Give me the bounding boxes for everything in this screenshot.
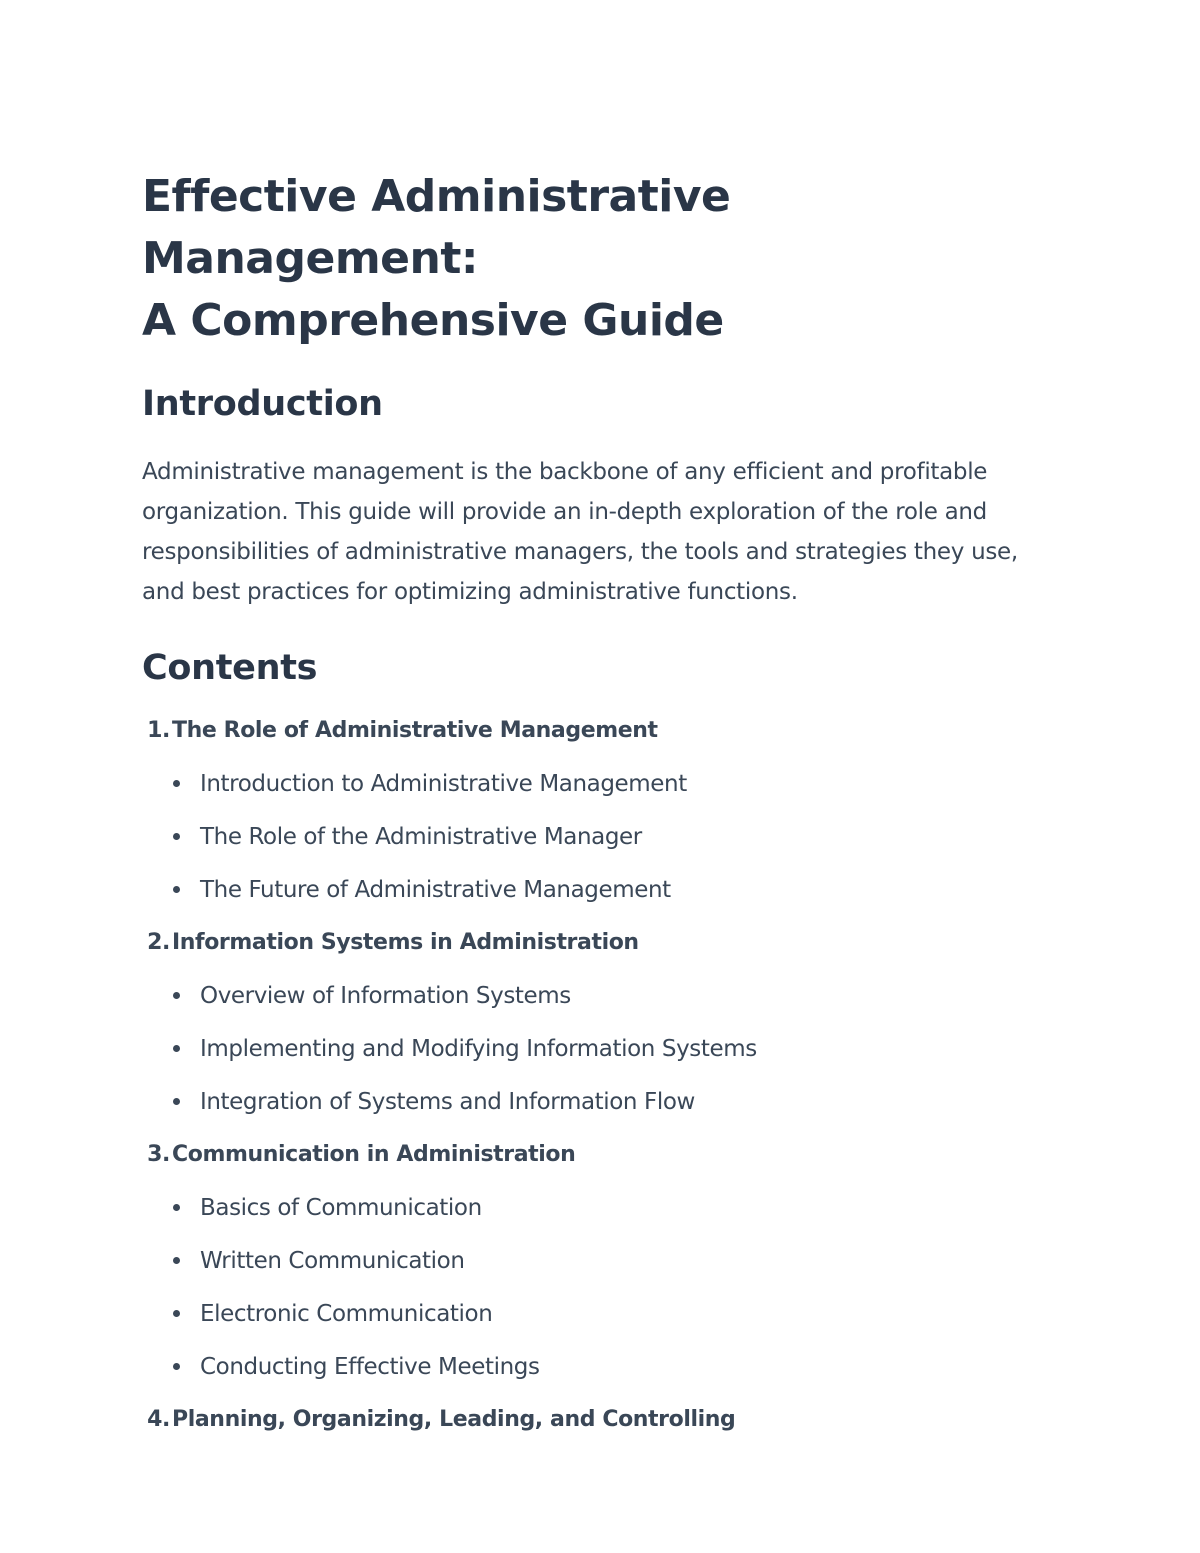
table-of-contents xyxy=(142,716,1042,1434)
toc-subsection-item xyxy=(142,1034,1042,1063)
toc-subsection-label: Introduction to Administrative Management xyxy=(200,770,687,797)
title-line-1: Effective Administrative Management: xyxy=(142,171,731,284)
bullet-icon xyxy=(173,992,180,999)
toc-section-4 xyxy=(142,1405,1042,1434)
toc-subsection-item xyxy=(142,981,1042,1010)
toc-subsection-item xyxy=(142,1299,1042,1328)
toc-section-title: Communication in Administration xyxy=(172,1142,576,1167)
toc-subsection-label: The Future of Administrative Management xyxy=(200,876,671,903)
toc-subsection-list xyxy=(142,981,1042,1116)
bullet-icon xyxy=(173,1363,180,1370)
bullet-icon xyxy=(173,1098,180,1105)
toc-subsection-label: Written Communication xyxy=(200,1247,465,1274)
toc-section-heading xyxy=(142,716,1042,745)
toc-section-heading xyxy=(142,928,1042,957)
toc-subsection-item xyxy=(142,875,1042,904)
bullet-icon xyxy=(173,780,180,787)
toc-subsection-label: Conducting Effective Meetings xyxy=(200,1353,540,1380)
toc-section-3 xyxy=(142,1140,1042,1381)
bullet-icon xyxy=(173,886,180,893)
toc-section-heading xyxy=(142,1140,1042,1169)
toc-section-number: 3. xyxy=(147,1142,170,1167)
toc-subsection-label: Electronic Communication xyxy=(200,1300,493,1327)
toc-subsection-item xyxy=(142,1352,1042,1381)
toc-subsection-item xyxy=(142,1087,1042,1116)
toc-subsection-label: Integration of Systems and Information Flow xyxy=(200,1088,695,1115)
toc-subsection-label: The Role of the Administrative Manager xyxy=(200,823,642,850)
toc-section-title: Information Systems in Administration xyxy=(172,930,639,955)
toc-section-1 xyxy=(142,716,1042,904)
toc-section-number: 1. xyxy=(147,718,170,743)
toc-section-2 xyxy=(142,928,1042,1116)
document-page xyxy=(142,166,1042,1458)
toc-section-heading xyxy=(142,1405,1042,1434)
toc-subsection-list xyxy=(142,769,1042,904)
bullet-icon xyxy=(173,833,180,840)
introduction-paragraph: Administrative management is the backbone of any efficient and profitable organization. This guide will provide an in-depth exploration of the role and responsibilities of administrative managers, the tools and strategies they use, and best practices for optimizing administrative functions. xyxy=(142,459,1018,605)
toc-subsection-item xyxy=(142,1193,1042,1222)
toc-subsection-item xyxy=(142,769,1042,798)
bullet-icon xyxy=(173,1257,180,1264)
document-title xyxy=(142,166,1042,352)
toc-subsection-item xyxy=(142,1246,1042,1275)
toc-section-number: 2. xyxy=(147,930,170,955)
toc-subsection-label: Overview of Information Systems xyxy=(200,982,571,1009)
title-line-2: A Comprehensive Guide xyxy=(142,295,724,346)
contents-heading: Contents xyxy=(142,648,318,688)
bullet-icon xyxy=(173,1045,180,1052)
toc-subsection-list xyxy=(142,1193,1042,1381)
toc-subsection-item xyxy=(142,822,1042,851)
introduction-heading: Introduction xyxy=(142,384,383,424)
toc-subsection-label: Basics of Communication xyxy=(200,1194,482,1221)
bullet-icon xyxy=(173,1310,180,1317)
bullet-icon xyxy=(173,1204,180,1211)
toc-section-title: The Role of Administrative Management xyxy=(172,718,658,743)
toc-section-title: Planning, Organizing, Leading, and Controlling xyxy=(172,1407,736,1432)
toc-section-number: 4. xyxy=(147,1407,170,1432)
toc-subsection-label: Implementing and Modifying Information Systems xyxy=(200,1035,757,1062)
